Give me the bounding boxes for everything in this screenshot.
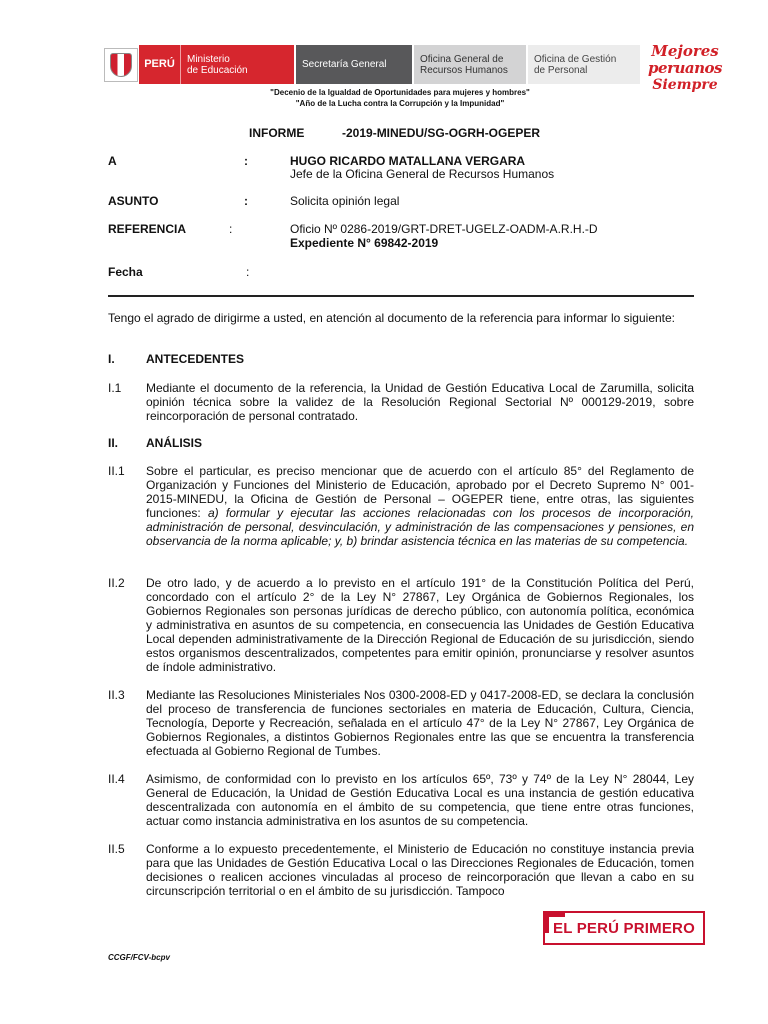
logo-line-2: peruanos [648, 59, 722, 77]
section-analisis [108, 436, 202, 450]
addressee-role: Jefe de la Oficina General de Recursos Humanos [290, 167, 555, 181]
informe-label: INFORME [249, 126, 305, 140]
a-label: A [108, 154, 117, 168]
paragraph-ii1 [146, 464, 694, 548]
logo-line-1: Mejores [651, 42, 719, 60]
paragraph-ii1-text: Sobre el particular, es preciso mencionar que de acuerdo con el artículo 85° del Reglamento de Organización y Funciones del Ministerio de Educación, aprobado por el Decreto Supremo N° 001-2015-MINEDU, la Oficina de Gestión de Personal – OGEPER tiene, entre otras, las siguientes funciones: [146, 464, 694, 520]
ogep-label: Oficina de Gestión de Personal [528, 45, 640, 84]
fecha-label: Fecha [108, 265, 143, 279]
paragraph-number: II.4 [108, 772, 125, 786]
paragraph-number: II.5 [108, 842, 125, 856]
paragraph-ii5: Conforme a lo expuesto precedentemente, el Ministerio de Educación no constituye instancia previa para que las Unidades de Gestión Educativa Local o las Direcciones Regionales de Educación, tomen decisiones o realicen acciones vinculadas al proceso de reincorporación que llevan a cabo en su circunscripción territorial o en el ámbito de su jurisdicción. Tampoco [146, 842, 694, 898]
intro-paragraph: Tengo el agrado de dirigirme a usted, en atención al documento de la referencia para informar lo siguiente: [108, 311, 676, 325]
ministerio-label: Ministerio de Educación [180, 45, 294, 84]
asunto-label: ASUNTO [108, 194, 159, 208]
el-peru-primero-logo: EL PERÚ PRIMERO [543, 911, 705, 945]
a-colon: : [244, 154, 248, 168]
section-number: II. [108, 436, 119, 450]
secretaria-label: Secretaría General [296, 45, 412, 84]
referencia-value-2: Expediente N° 69842-2019 [290, 236, 439, 250]
paragraph-i1: Mediante el documento de la referencia, la Unidad de Gestión Educativa Local de Zarumilla, solicita opinión técnica sobre la validez de la Resolución Regional Sectorial Nº 000129-2019, sobre reincorporación de personal contratado. [146, 381, 694, 423]
paragraph-number: I.1 [108, 381, 122, 395]
asunto-value: Solicita opinión legal [290, 194, 400, 208]
section-title: ANÁLISIS [146, 436, 203, 450]
ogrh-label: Oficina General de Recursos Humanos [414, 45, 526, 84]
coat-of-arms-icon [104, 48, 138, 82]
paragraph-ii4: Asimismo, de conformidad con lo previsto en los artículos 65º, 73º y 74º de la Ley N° 28044, Ley General de Educación, la Unidad de Gestión Educativa Local es una instancia de gestión educativa descentralizada con autonomía en el ámbito de su competencia, que tiene entre otras funciones, actuar como instancia administrativa en los asuntos de su competencia. [146, 772, 694, 828]
addressee-name: HUGO RICARDO MATALLANA VERGARA [290, 154, 526, 168]
footer-code: CCGF/FCV-bcpv [108, 953, 170, 962]
logo-line-3: Siempre [652, 77, 718, 93]
referencia-colon: : [229, 222, 233, 236]
informe-number: -2019-MINEDU/SG-OGRH-OGEPER [342, 126, 541, 140]
paragraph-number: II.2 [108, 576, 125, 590]
divider [108, 295, 694, 297]
section-number: I. [108, 352, 115, 366]
fecha-colon: : [246, 265, 250, 279]
asunto-colon: : [244, 194, 248, 208]
paragraph-ii3: Mediante las Resoluciones Ministeriales Nos 0300-2008-ED y 0417-2008-ED, se declara la conclusión del proceso de transferencia de funciones sectoriales en materia de Educación, Cultura, Ciencia, Tecnología, Deporte y Recreación, señalada en el artículo 47° de la Ley N° 27867, Ley Orgánica de Gobiernos Regionales, a distintos Gobiernos Regionales entre las que se encuentra la transferencia efectuada al Gobierno Regional de Tumbes. [146, 688, 694, 758]
decenio-line-2: "Año de la Lucha contra la Corrupción y la Impunidad" [295, 99, 505, 108]
section-title: ANTECEDENTES [146, 352, 245, 366]
paragraph-number: II.1 [108, 464, 125, 478]
decenio-line-1: "Decenio de la Igualdad de Oportunidades para mujeres y hombres" [270, 88, 530, 97]
paragraph-number: II.3 [108, 688, 125, 702]
peru-label: PERÚ [139, 45, 180, 84]
section-antecedentes [108, 352, 244, 366]
referencia-label: REFERENCIA [108, 222, 187, 236]
referencia-value-1: Oficio Nº 0286-2019/GRT-DRET-UGELZ-OADM-A.R.H.-D [290, 222, 598, 236]
decenio-header [140, 87, 660, 109]
paragraph-ii2: De otro lado, y de acuerdo a lo previsto en el artículo 191° de la Constitución Política del Perú, concordado con el artículo 2° de la Ley N° 27867, Ley Orgánica de Gobiernos Regionales, los Gobiernos Regionales son personas jurídicas de derecho público, con autonomía política, económica y administrativa en asuntos de su competencia, en consecuencia las Unidades de Gestión Educativa Local dependen administrativamente de la Dirección Regional de Educación de su jurisdicción, siendo estos organismos descentralizados, competentes para emitir opinión, pronunciarse y resolver asuntos de índole administrativo. [146, 576, 694, 674]
paragraph-ii1-functions: a) formular y ejecutar las acciones relacionadas con los procesos de incorporación, administración de personal, desvinculación, y administración de las compensaciones y pensiones, en observancia de la norma aplicable; y, b) brindar asistencia técnica en las materias de su competencia. [146, 506, 694, 548]
